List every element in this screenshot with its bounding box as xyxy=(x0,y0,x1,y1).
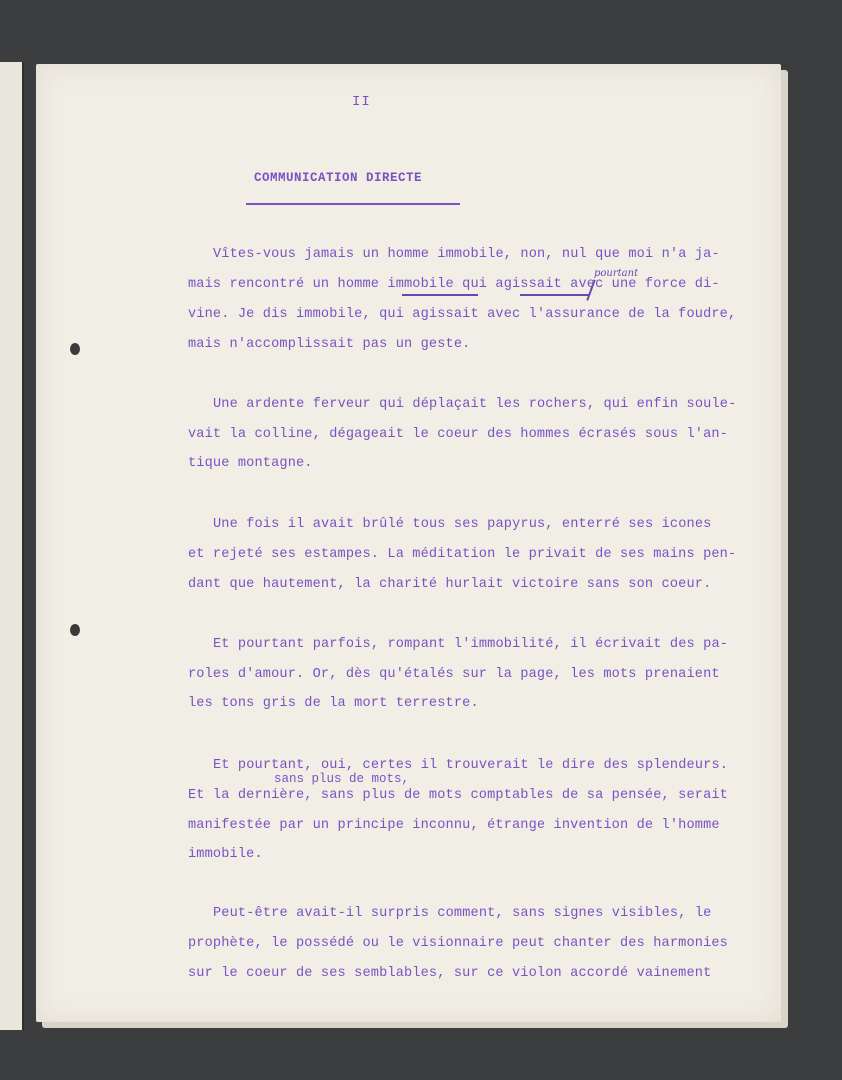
interlinear-insertion: sans plus de mots, xyxy=(274,772,410,786)
text-line: vine. Je dis immobile, qui agissait avec l'assurance de la foudre, xyxy=(188,307,737,322)
text-line: Et pourtant parfois, rompant l'immobilité, il écrivait des pa- xyxy=(213,637,729,652)
text-line: et rejeté ses estampes. La méditation le privait de ses mains pen- xyxy=(188,547,737,562)
word-underline xyxy=(402,294,478,296)
page-number: II xyxy=(352,94,371,110)
text-line: mais n'accomplissait pas un geste. xyxy=(188,337,471,352)
text-line: Une fois il avait brûlé tous ses papyrus, enterré ses icones xyxy=(213,517,712,532)
text-line: prophète, le possédé ou le visionnaire peut chanter des harmonies xyxy=(188,936,728,951)
text-line: mais rencontré un homme immobile qui agissait avec une force di- xyxy=(188,277,720,292)
text-line: roles d'amour. Or, dès qu'étalés sur la page, les mots prenaient xyxy=(188,667,720,682)
text-line: dant que hautement, la charité hurlait victoire sans son coeur. xyxy=(188,577,712,592)
text-line: Une ardente ferveur qui déplaçait les rochers, qui enfin soule- xyxy=(213,397,737,412)
text-line: immobile. xyxy=(188,847,263,862)
page-heading: COMMUNICATION DIRECTE xyxy=(254,171,423,185)
text-line: Et pourtant, oui, certes il trouverait le dire des splendeurs. xyxy=(213,758,729,773)
text-line: manifestée par un principe inconnu, étrange invention de l'homme xyxy=(188,818,720,833)
text-line: Vîtes-vous jamais un homme immobile, non, nul que moi n'a ja- xyxy=(213,247,720,262)
heading-underline xyxy=(246,203,460,205)
text-line: tique montagne. xyxy=(188,456,313,471)
text-line: vait la colline, dégageait le coeur des hommes écrasés sous l'an- xyxy=(188,427,728,442)
text-line: Et la dernière, sans plus de mots comptables de sa pensée, serait xyxy=(188,788,728,803)
text-line: les tons gris de la mort terrestre. xyxy=(188,696,479,711)
text-line: Peut-être avait-il surpris comment, sans signes visibles, le xyxy=(213,906,712,921)
word-underline xyxy=(520,294,590,296)
handwritten-insertion: pourtant xyxy=(594,268,639,279)
text-line: sur le coeur de ses semblables, sur ce violon accordé vainement xyxy=(188,966,712,981)
